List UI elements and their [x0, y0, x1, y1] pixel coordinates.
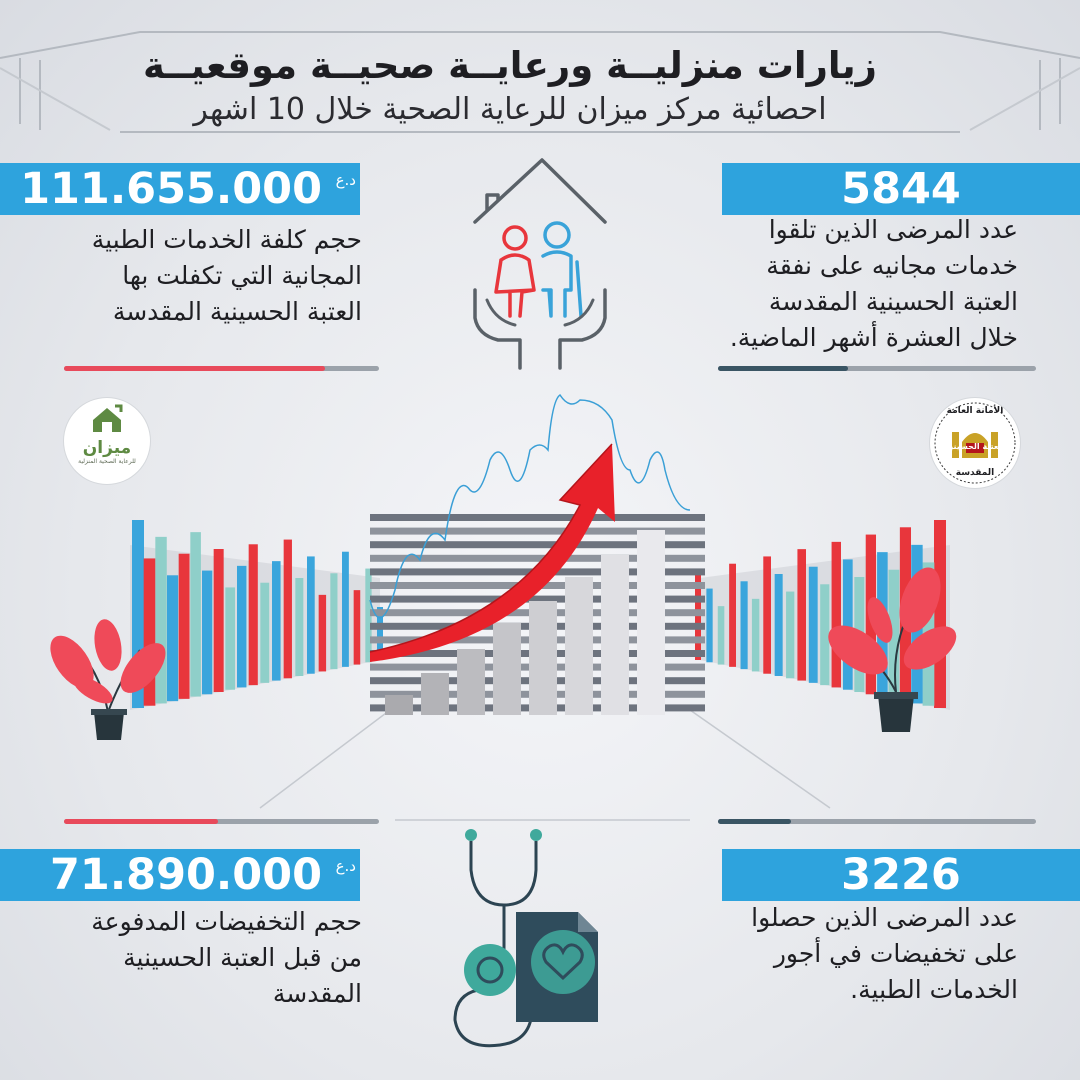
stat-discount-patients-description: عدد المرضى الذين حصلوا على تخفيضات في أجور الخدمات الطبية.: [751, 903, 1018, 1004]
wall-bar: [786, 592, 794, 679]
wall-bar: [706, 589, 712, 663]
wall-bar: [775, 574, 783, 676]
wall-bar: [342, 552, 349, 667]
wall-bar: [272, 561, 281, 680]
mizan-house-icon: [87, 404, 127, 434]
stat-free-patients-box: [722, 163, 1080, 215]
shrine-logo-middle: للعتبة الحسينية: [945, 442, 1005, 451]
mizan-logo-name: ميزان: [82, 438, 132, 458]
currency-unit-2: د.ع: [335, 857, 356, 875]
stat-discount-patients-progress: [718, 819, 1036, 824]
stat-discount-patients-progress-fill: [718, 819, 791, 824]
wall-bar: [820, 584, 829, 685]
stat-cost-progress: [64, 366, 379, 371]
wall-bar: [752, 599, 759, 672]
mizan-logo-tagline: للرعاية الصحية المنزلية: [78, 458, 136, 465]
shrine-logo: [930, 398, 1020, 488]
wall-bar: [729, 564, 736, 667]
stat-cost-value: 111.655.000: [20, 164, 323, 214]
wall-bar: [202, 571, 212, 695]
stat-free-patients-description: عدد المرضى الذين تلقوا خدمات مجانيه على نفقة العتبة الحسينية المقدسة خلال العشرة أشهر الماضية.: [729, 215, 1018, 352]
wall-bar: [319, 595, 326, 672]
wall-bar: [741, 581, 748, 669]
wall-bar: [260, 583, 269, 683]
growth-step-bar: [421, 673, 449, 715]
wall-bar: [718, 606, 725, 664]
stat-cost-progress-fill: [64, 366, 325, 371]
stat-discounts-progress-fill: [64, 819, 218, 824]
shrine-logo-bottom: المقدسة: [955, 468, 995, 478]
wall-bar: [179, 554, 190, 699]
stat-discounts-description: حجم التخفيضات المدفوعة من قبل العتبة الحسينية المقدسة: [91, 907, 362, 1008]
panel-stripe: [370, 514, 705, 521]
stat-discount-patients-box: [722, 849, 1080, 901]
mizan-logo: [64, 398, 150, 484]
wall-bar: [214, 549, 224, 692]
stat-free-patients-progress: [718, 366, 1036, 371]
stat-discount-patients-value: 3226: [841, 850, 961, 900]
currency-unit: د.ع: [335, 171, 356, 189]
growth-step-bar: [601, 555, 629, 715]
wall-bar: [284, 540, 292, 679]
wall-bar: [797, 549, 806, 680]
wall-bar: [225, 587, 235, 689]
stat-cost-box: [0, 163, 360, 215]
growth-step-bar: [385, 695, 413, 715]
wall-bar: [237, 566, 246, 688]
stethoscope-document-icon: [455, 829, 598, 1046]
wall-bar: [307, 556, 315, 673]
wall-bar: [330, 573, 337, 669]
page-subtitle: احصائية مركز ميزان للرعاية الصحية خلال 10 اشهر: [193, 92, 827, 127]
wall-bar: [167, 575, 178, 701]
wall-bar: [354, 590, 361, 664]
growth-step-bar: [565, 577, 593, 715]
stat-free-patients-value: 5844: [841, 164, 961, 214]
wall-bar: [763, 556, 771, 673]
growth-step-bar: [529, 601, 557, 715]
page-title: زيارات منزليــة ورعايــة صحيــة موقعيــة: [143, 44, 877, 87]
stat-discounts-value: 71.890.000: [49, 850, 323, 900]
wall-bar: [155, 537, 166, 704]
wall-bar: [934, 520, 946, 708]
stat-free-patients-progress-fill: [718, 366, 848, 371]
growth-step-bar: [637, 530, 665, 715]
wall-bar: [843, 559, 853, 689]
stat-discounts-progress: [64, 819, 379, 824]
wall-bar: [249, 544, 258, 685]
growth-step-bar: [493, 623, 521, 715]
wall-bar: [809, 567, 818, 683]
stat-discounts-box: [0, 849, 360, 901]
wall-bar: [295, 578, 303, 676]
stat-cost-description: حجم كلفة الخدمات الطبية المجانية التي تكفلت بها العتبة الحسينية المقدسة: [91, 225, 362, 326]
shrine-logo-top: الأمانة العامة: [946, 406, 1004, 416]
wall-bar: [190, 532, 201, 696]
wall-bar: [832, 542, 841, 688]
growth-step-bar: [457, 649, 485, 715]
home-care-icon: [475, 160, 605, 368]
